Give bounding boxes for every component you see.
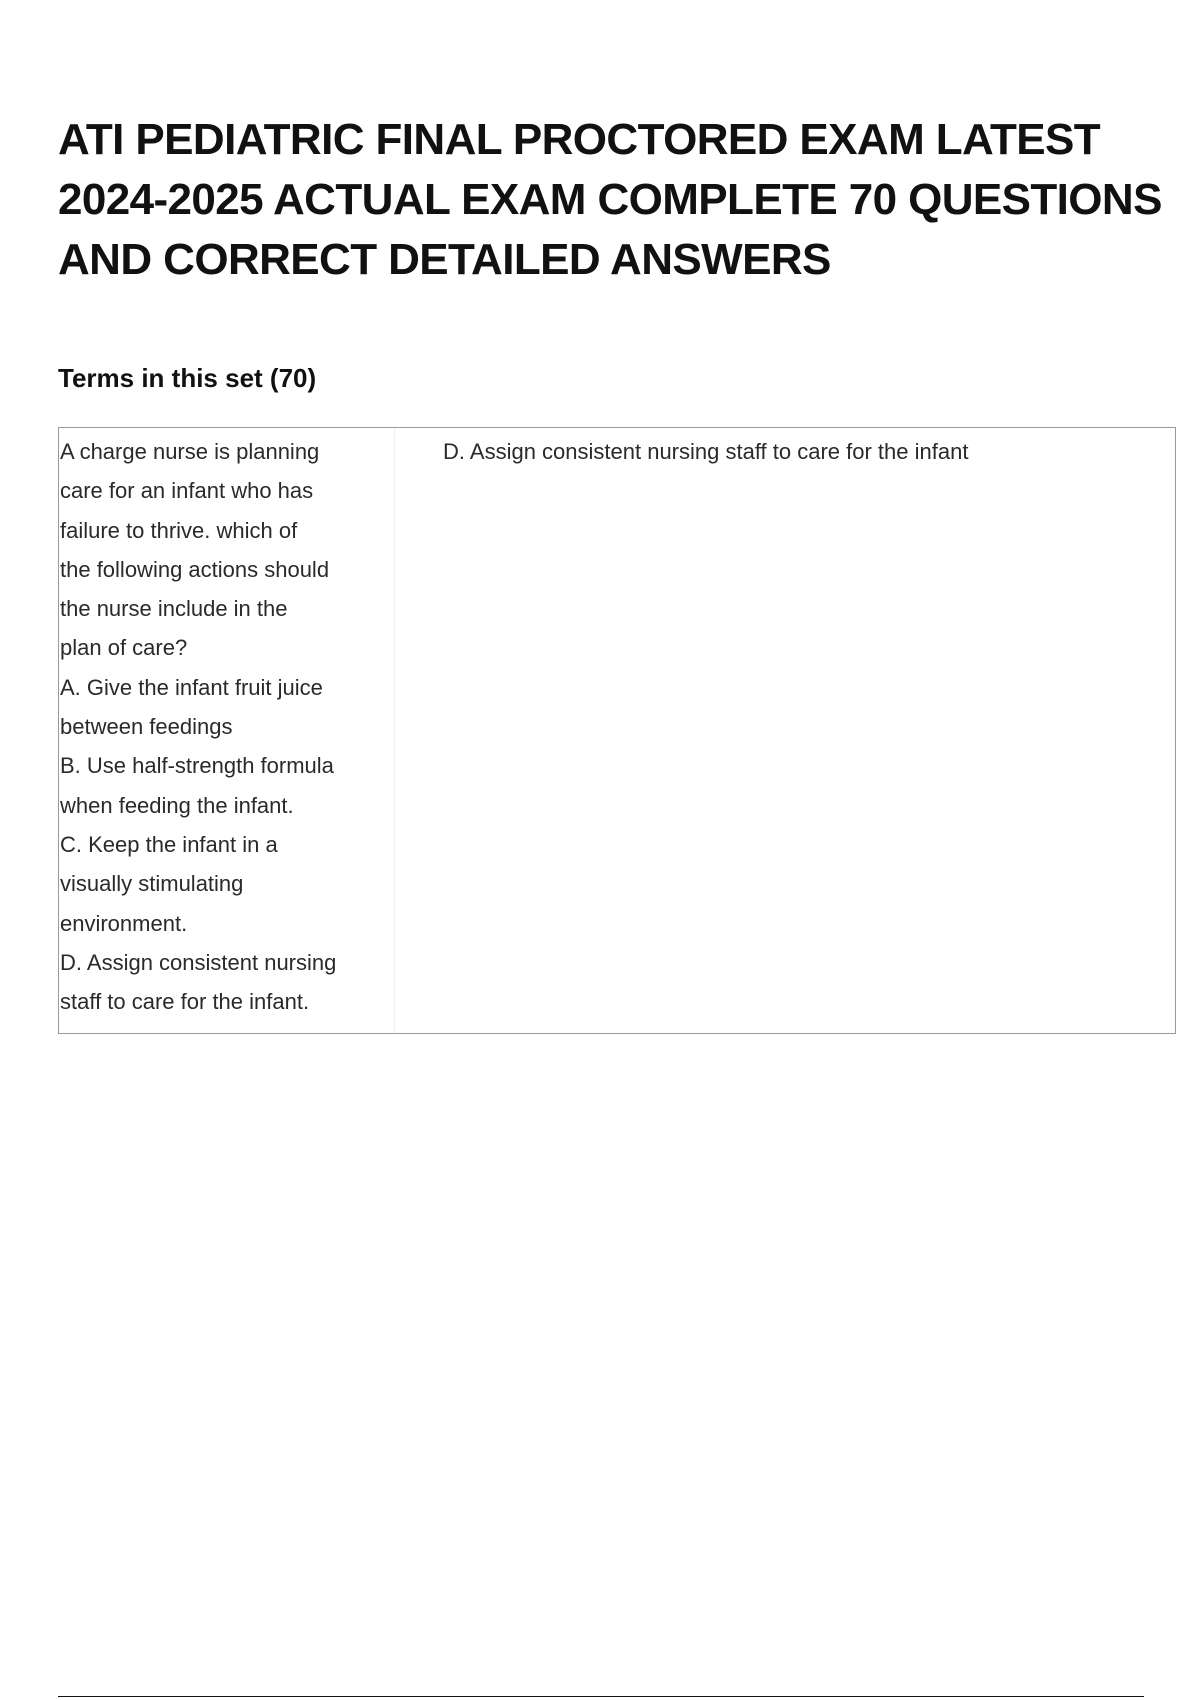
term-option-line: between feedings (60, 714, 233, 740)
definition-text: D. Assign consistent nursing staff to care for the infant (443, 439, 969, 464)
terms-table (58, 427, 1176, 1034)
terms-set-heading: Terms in this set (70) (58, 363, 317, 393)
term-cell (59, 428, 395, 1033)
term-line: plan of care? (60, 635, 188, 661)
term-line: care for an infant who has (60, 478, 314, 504)
term-option-line: D. Assign consistent nursing (60, 949, 337, 975)
term-option-line: when feeding the infant. (60, 792, 294, 818)
definition-cell (395, 428, 1175, 1033)
term-option-line: visually stimulating (60, 871, 244, 897)
term-option-line: B. Use half-strength formula (60, 753, 334, 779)
term-line: the following actions should (60, 556, 330, 582)
term-line: A charge nurse is planning (60, 439, 320, 464)
footer-divider (58, 1696, 1144, 1697)
term-line: failure to thrive. which of (60, 517, 298, 543)
term-option-line: A. Give the infant fruit juice (60, 674, 323, 700)
term-option-line: C. Keep the infant in a (60, 831, 278, 857)
term-option-line: environment. (60, 910, 188, 936)
term-option-line: staff to care for the infant. (60, 989, 310, 1015)
term-line: the nurse include in the (60, 596, 288, 622)
page-title: ATI PEDIATRIC FINAL PROCTORED EXAM LATEST 2024-2025 ACTUAL EXAM COMPLETE 70 QUESTIONS AND CORRECT DETAILED ANSWERS (58, 115, 1162, 284)
